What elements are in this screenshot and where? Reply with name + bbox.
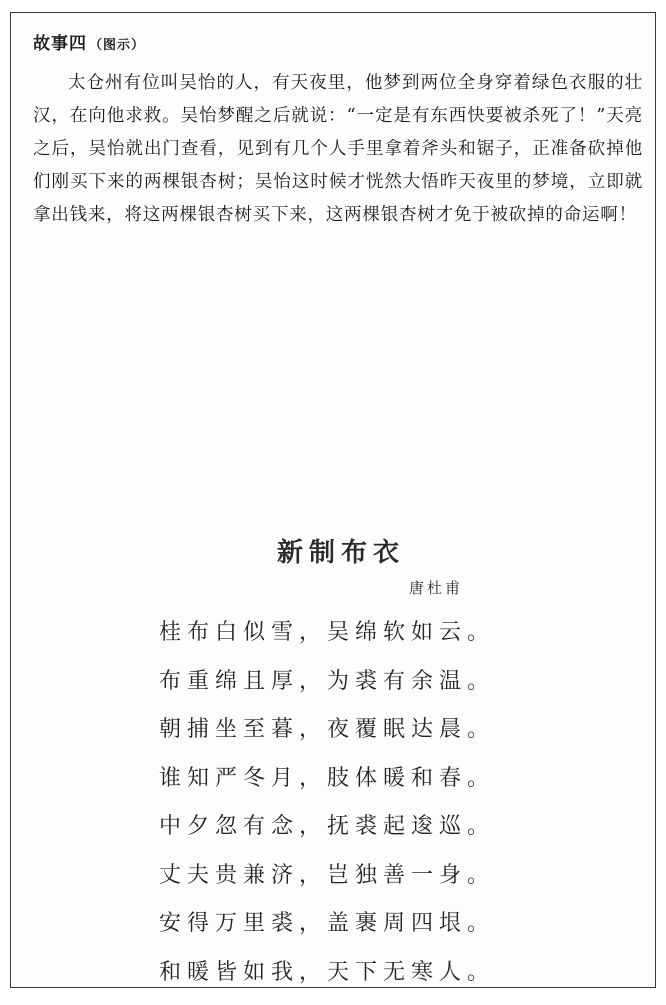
poem-title: 新制布衣 bbox=[11, 533, 657, 573]
poem-line: 布重绵且厚，为裘有余温。 bbox=[159, 666, 539, 715]
poem-author: 唐杜甫 bbox=[409, 577, 463, 598]
story-heading bbox=[33, 31, 643, 59]
poem-line: 丈夫贵兼济，岂独善一身。 bbox=[159, 860, 539, 909]
poem-line: 安得万里裘，盖裹周四垠。 bbox=[159, 908, 539, 957]
story-title: 故事四 bbox=[33, 34, 87, 54]
poem-line: 桂布白似雪，吴绵软如云。 bbox=[159, 617, 539, 666]
poem-line: 谁知严冬月，肢体暖和春。 bbox=[159, 763, 539, 812]
poem-line: 朝捕坐至暮，夜覆眠达晨。 bbox=[159, 714, 539, 763]
story-subtitle: （图示） bbox=[89, 38, 145, 53]
story-body: 太仓州有位叫吴怡的人，有天夜里，他梦到两位全身穿着绿色衣服的壮汉，在向他求救。吴怡梦醒之后就说：“一定是有东西快要被杀死了！”天亮之后，吴怡就出门查看，见到有几个人手里拿着斧头和锯子，正准备砍掉他们刚买下来的两棵银杏树；吴怡这时候才恍然大悟昨天夜里的梦境，立即就拿出钱来，将这两棵银杏树买下来，这两棵银杏树才免于被砍掉的命运啊！ bbox=[33, 67, 643, 232]
poem-section bbox=[11, 533, 657, 573]
poem-line: 中夕忽有念，抚裘起逡巡。 bbox=[159, 811, 539, 860]
poem-line: 和暖皆如我，天下无寒人。 bbox=[159, 957, 539, 1005]
story-section bbox=[33, 31, 643, 232]
page bbox=[10, 12, 656, 988]
poem-lines bbox=[159, 617, 539, 1005]
